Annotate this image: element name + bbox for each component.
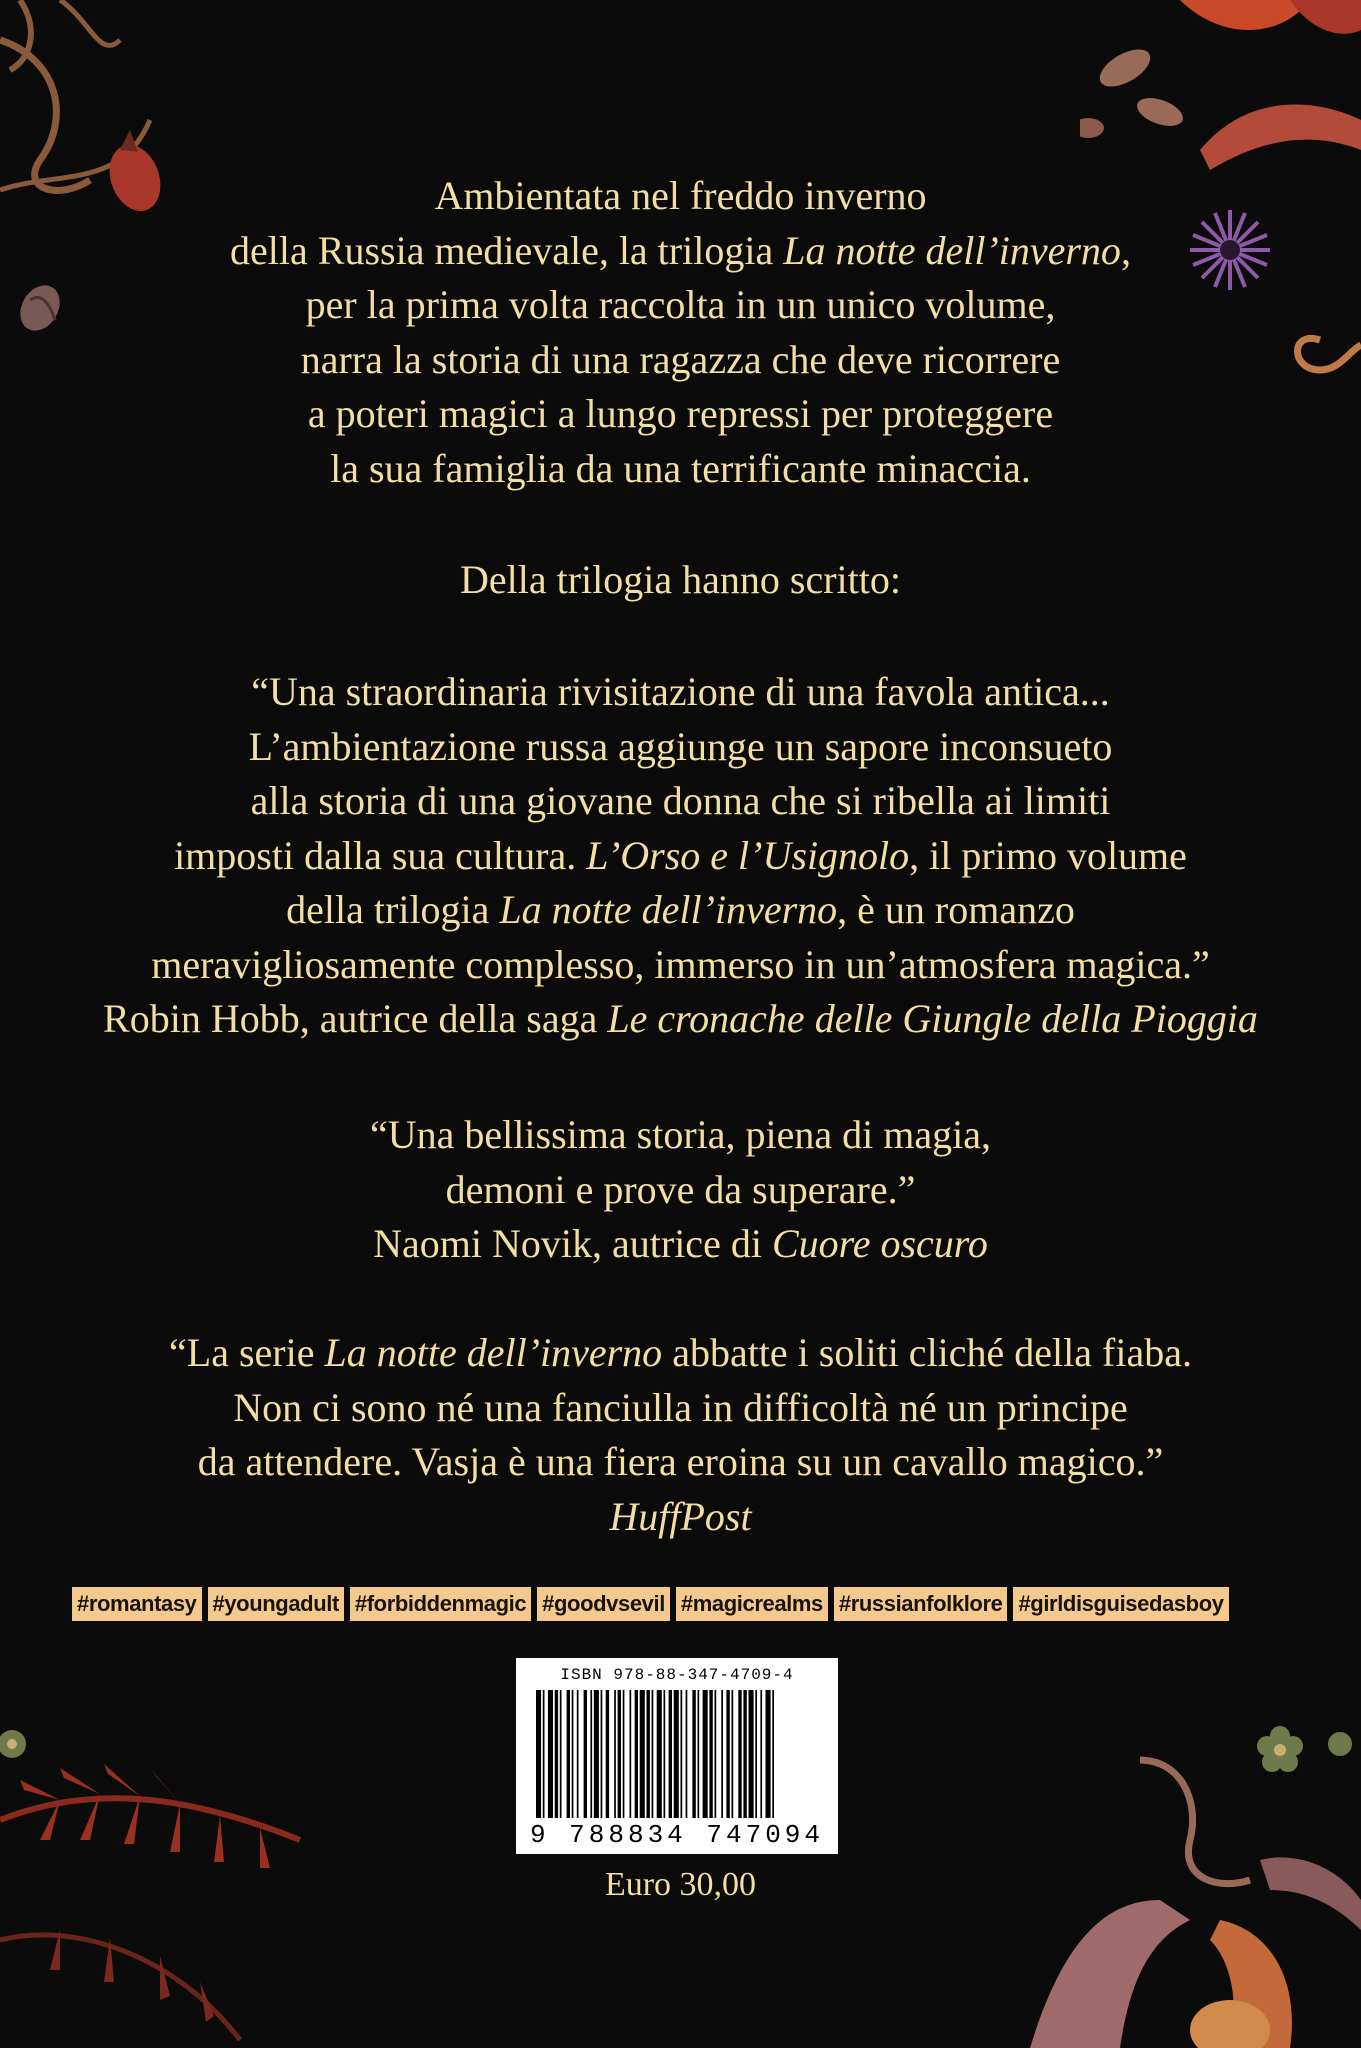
barcode-bar: [657, 1690, 662, 1818]
barcode-bar: [715, 1690, 717, 1818]
reviews-intro-text: Della trilogia hanno scritto:: [460, 557, 901, 602]
quote-line: della trilogia La notte dell’inverno, è un romanzo: [286, 887, 1075, 932]
barcode-bar: [669, 1690, 672, 1818]
series-title: La notte dell’inverno: [783, 227, 1121, 273]
synopsis-line: la sua famiglia da una terrificante minaccia.: [330, 445, 1031, 491]
barcode-bar: [732, 1690, 734, 1818]
barcode-bar: [536, 1690, 541, 1818]
barcode-bar: [618, 1690, 621, 1818]
barcode-bar: [555, 1690, 558, 1818]
synopsis-line: narra la storia di una ragazza che deve ricorrere: [300, 336, 1061, 382]
hashtag: #girldisguisedasboy: [1013, 1587, 1228, 1621]
barcode-bar: [766, 1690, 771, 1818]
barcode-bar: [692, 1690, 695, 1818]
review-quote-novik: [0, 1108, 1361, 1272]
barcode-bar: [623, 1690, 625, 1818]
price: Euro 30,00: [604, 1866, 757, 1903]
barcode-bar: [640, 1690, 645, 1818]
barcode-bar: [614, 1690, 616, 1818]
hashtag-list: [72, 1587, 1272, 1621]
barcode-bars-icon: [536, 1690, 818, 1818]
barcode-bar: [686, 1690, 688, 1818]
barcode-bar: [755, 1690, 757, 1818]
review-quote-huffpost: [0, 1326, 1361, 1544]
barcode-bar: [726, 1690, 729, 1818]
synopsis-line: Ambientata nel freddo inverno: [434, 173, 927, 218]
barcode-bar: [594, 1690, 599, 1818]
isbn-barcode: [516, 1658, 838, 1854]
synopsis-line: della Russia medievale, la trilogia La notte dell’inverno,: [230, 227, 1131, 273]
ean-digits: 9 788834 747094: [529, 1820, 825, 1850]
barcode-bar: [630, 1690, 632, 1818]
barcode-bar: [548, 1690, 553, 1818]
synopsis-line: a poteri magici a lungo repressi per proteggere: [307, 391, 1054, 436]
barcode-bar: [664, 1690, 666, 1818]
barcode-bar: [749, 1690, 754, 1818]
barcode-bar: [577, 1690, 579, 1818]
quote-line: Non ci sono né una fanciulla in difficoltà né un principe: [233, 1384, 1128, 1430]
barcode-bar: [590, 1690, 592, 1818]
quote-line: alla storia di una giovane donna che si ribella ai limiti: [250, 778, 1111, 823]
quote-line: imposti dalla sua cultura. L’Orso e l’Usignolo, il primo volume: [174, 832, 1187, 878]
quote-attribution: HuffPost: [609, 1493, 752, 1539]
barcode-bar: [674, 1690, 679, 1818]
barcode-bar: [601, 1690, 603, 1818]
isbn-number: ISBN 978-88-347-4709-4: [560, 1666, 794, 1684]
barcode-bar: [606, 1690, 609, 1818]
review-quote-hobb: [0, 665, 1361, 1047]
quote-line: L’ambientazione russa aggiunge un sapore inconsueto: [248, 723, 1113, 769]
quote-line: meravigliosamente complesso, immerso in un’atmosfera magica.”: [151, 941, 1210, 987]
barcode-bar: [635, 1690, 638, 1818]
barcode-bar: [652, 1690, 654, 1818]
quote-line: “Una bellissima storia, piena di magia,: [370, 1112, 991, 1157]
hashtag: #russianfolklore: [834, 1587, 1008, 1621]
barcode-bar: [681, 1690, 683, 1818]
reviews-intro: [0, 553, 1361, 608]
barcode-bar: [560, 1690, 562, 1818]
quote-line: “La serie La notte dell’inverno abbatte i soliti cliché della fiaba.: [169, 1330, 1192, 1375]
barcode-bar: [647, 1690, 650, 1818]
barcode-bar: [567, 1690, 570, 1818]
hashtag: #goodvsevil: [537, 1587, 670, 1621]
quote-attribution: Naomi Novik, autrice di Cuore oscuro: [373, 1221, 988, 1266]
barcode-bar: [543, 1690, 545, 1818]
barcode-bar: [709, 1690, 712, 1818]
hashtag: #forbiddenmagic: [350, 1587, 531, 1621]
quote-line: “Una straordinaria rivisitazione di una favola antica...: [251, 669, 1110, 714]
barcode-bar: [584, 1690, 587, 1818]
barcode-bar: [721, 1690, 723, 1818]
barcode-bar: [703, 1690, 708, 1818]
quote-attribution: Robin Hobb, autrice della saga Le cronache delle Giungle della Pioggia: [103, 996, 1258, 1041]
barcode-bar: [698, 1690, 700, 1818]
hashtag: #romantasy: [72, 1587, 202, 1621]
barcode-bar: [772, 1690, 774, 1818]
quote-line: demoni e prove da superare.”: [445, 1166, 916, 1212]
barcode-bar: [572, 1690, 574, 1818]
barcode-bar: [760, 1690, 762, 1818]
hashtag: #youngadult: [208, 1587, 344, 1621]
synopsis: [0, 169, 1361, 496]
synopsis-line: per la prima volta raccolta in un unico volume,: [305, 282, 1056, 327]
hashtag: #magicrealms: [676, 1587, 828, 1621]
quote-line: da attendere. Vasja è una fiera eroina su un cavallo magico.”: [197, 1439, 1164, 1484]
barcode-bar: [738, 1690, 741, 1818]
barcode-bar: [743, 1690, 746, 1818]
